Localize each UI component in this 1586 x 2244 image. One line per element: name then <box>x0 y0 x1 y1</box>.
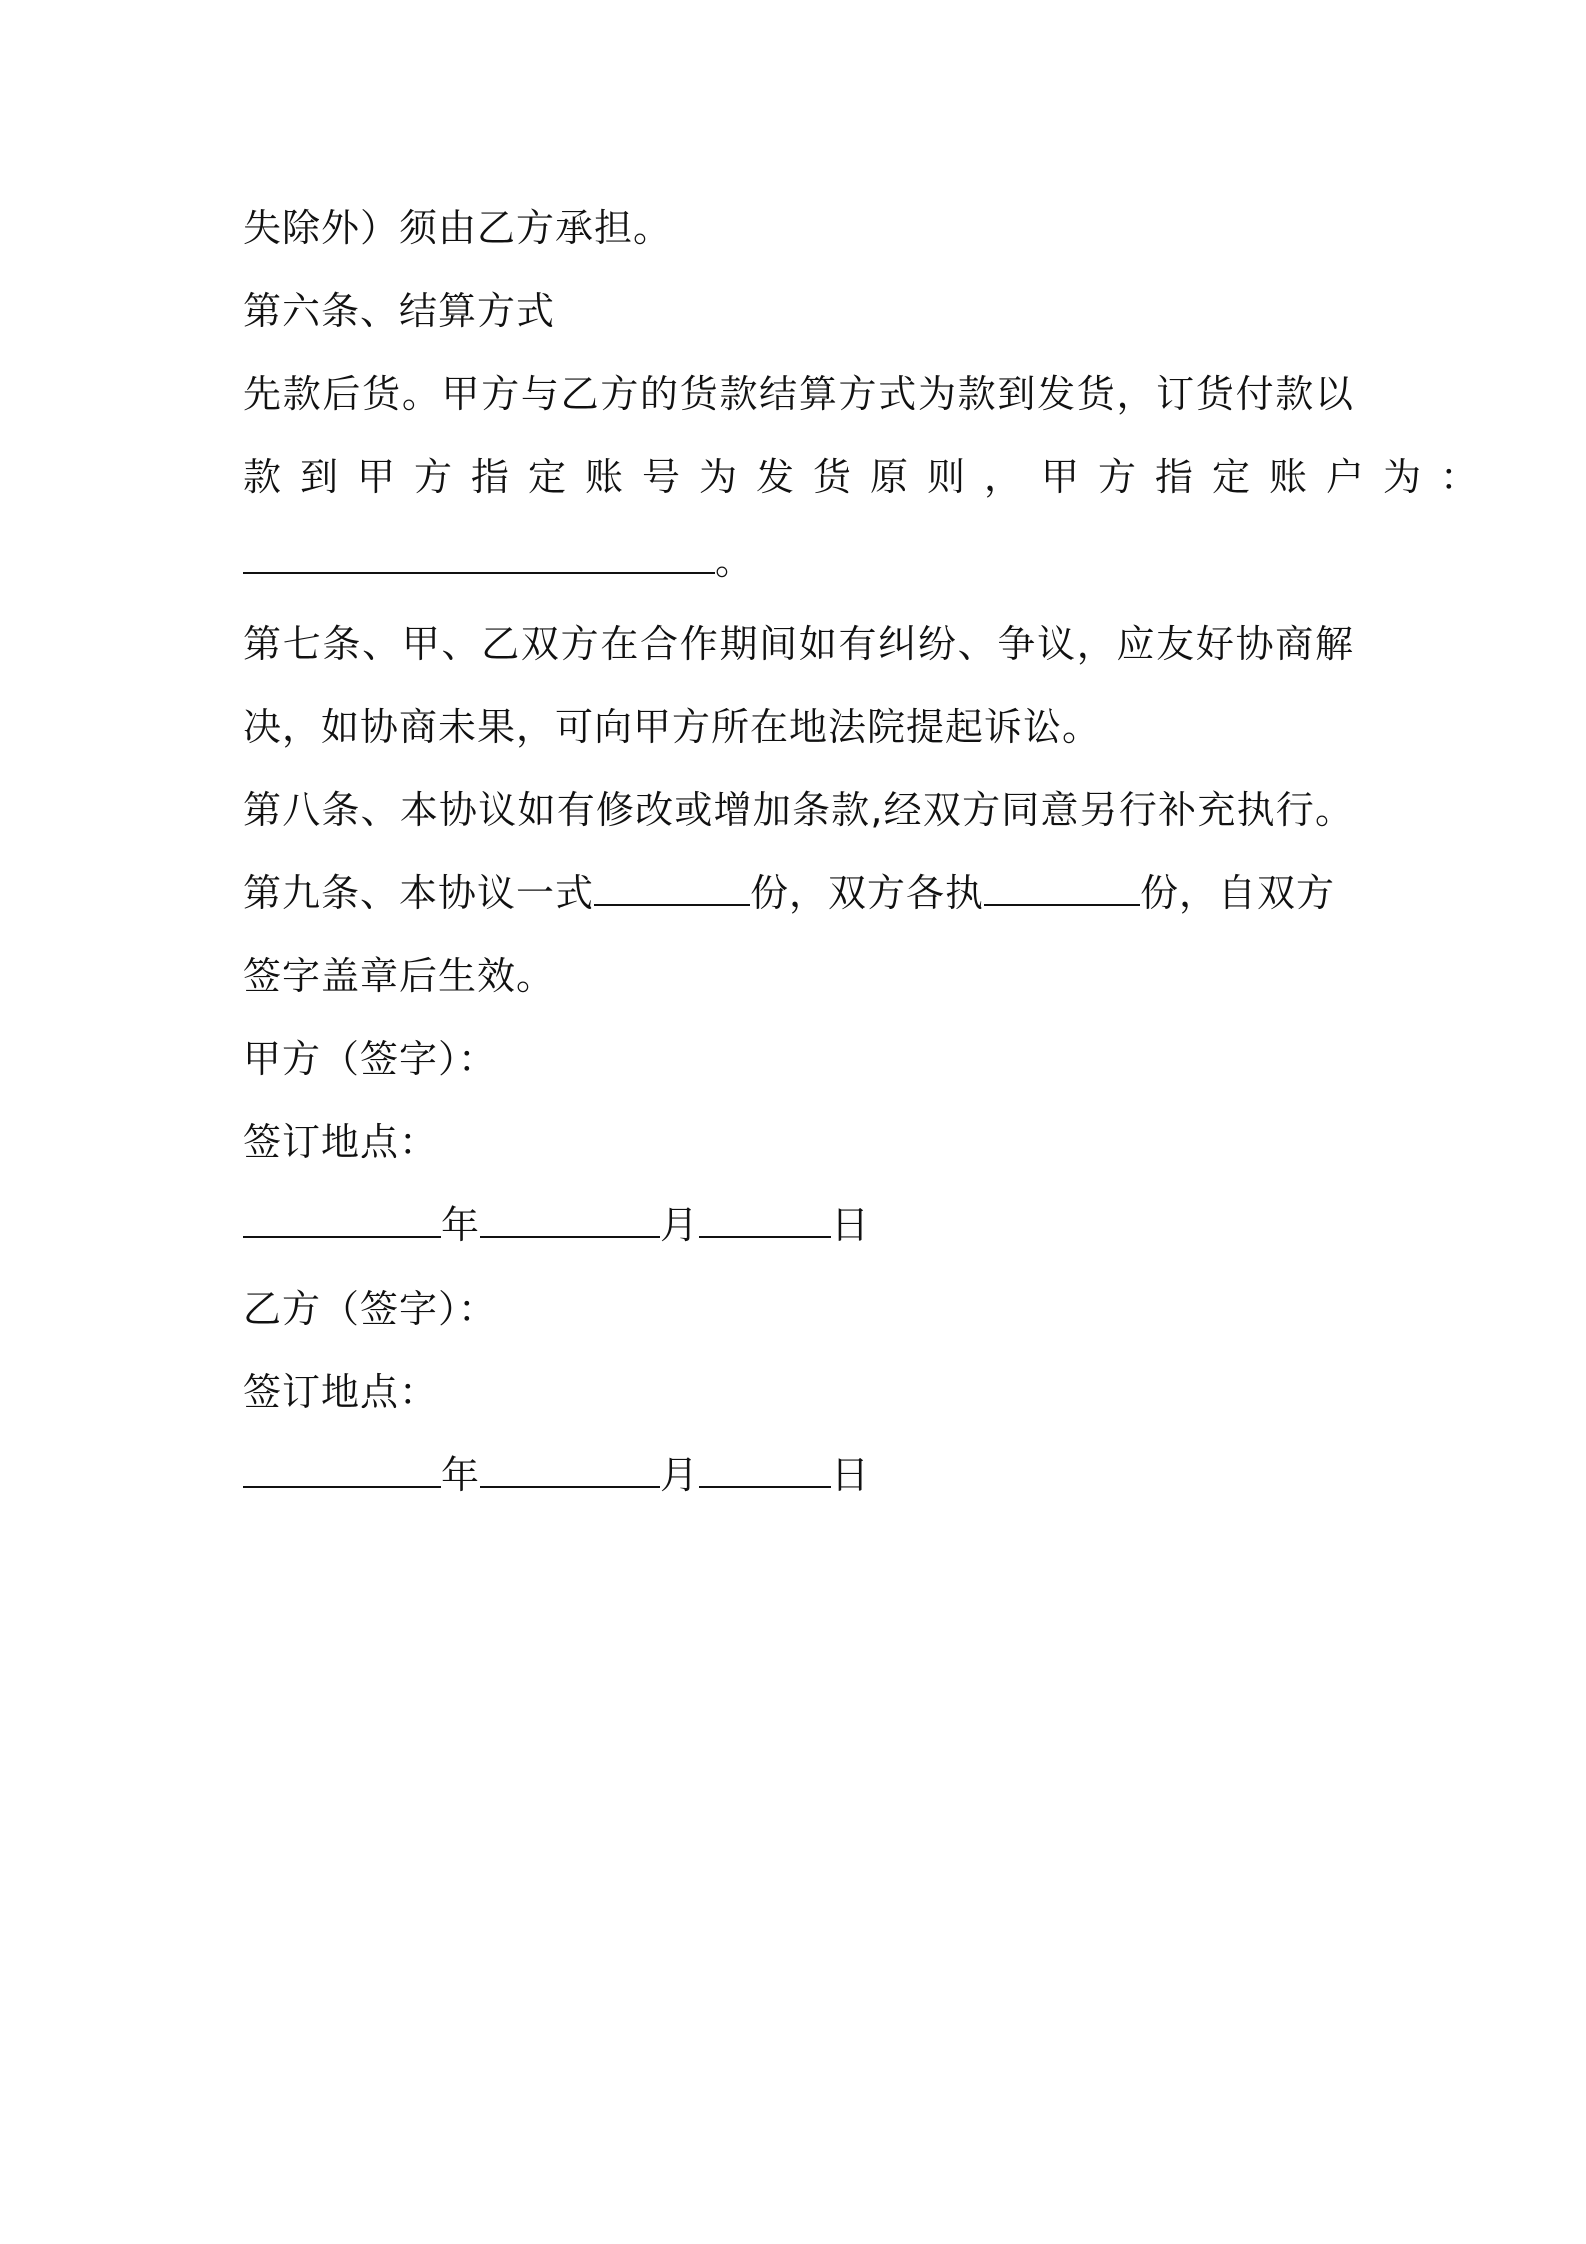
text: 款到甲方指定账号为发货原则，甲方指定账户为： <box>243 455 1498 499</box>
text: 签订地点： <box>243 1120 439 1164</box>
text: 。 <box>715 539 755 583</box>
clause-6-body-line-2 <box>243 452 1498 502</box>
text: 日 <box>831 1453 871 1497</box>
account-blank-line <box>243 536 754 586</box>
year-blank <box>243 1202 441 1238</box>
text: 份，自双方 <box>1140 871 1336 915</box>
text: 失除外）须由乙方承担。 <box>243 206 673 250</box>
text: 先款后货。甲方与乙方的货款结算方式为款到发货，订货付款以 <box>243 372 1353 416</box>
text: 第六条、结算方式 <box>243 289 556 333</box>
text: 月 <box>660 1453 700 1497</box>
year-blank <box>243 1452 441 1488</box>
clause-9-line-2 <box>243 951 555 1001</box>
text: 月 <box>660 1203 700 1247</box>
clause-6-body-line-1 <box>243 369 1353 419</box>
party-b-date-line <box>243 1450 870 1500</box>
party-a-date-line <box>243 1200 870 1250</box>
clause-7-line-2 <box>243 702 1101 752</box>
party-b-place-label <box>243 1367 438 1417</box>
text: 年 <box>441 1453 481 1497</box>
party-a-signature-label <box>243 1034 497 1084</box>
day-blank <box>699 1452 831 1488</box>
copies-each-blank <box>984 870 1140 906</box>
clause-5-continuation <box>243 203 672 253</box>
month-blank <box>480 1452 660 1488</box>
text: 第七条、甲、乙双方在合作期间如有纠纷、争议，应友好协商解 <box>243 622 1353 666</box>
text: 份，双方各执 <box>750 871 985 915</box>
clause-9-line-1 <box>243 868 1335 918</box>
text: 年 <box>441 1203 481 1247</box>
text: 第八条、本协议如有修改或增加条款,经双方同意另行补充执行。 <box>243 788 1353 832</box>
text: 签字盖章后生效。 <box>243 954 556 998</box>
text: 第九条、本协议一式 <box>243 871 595 915</box>
party-b-signature-label <box>243 1284 497 1334</box>
day-blank <box>699 1202 831 1238</box>
text: 决，如协商未果，可向甲方所在地法院提起诉讼。 <box>243 705 1102 749</box>
text: 签订地点： <box>243 1370 439 1414</box>
text: 乙方（签字）： <box>243 1287 498 1331</box>
clause-7-line-1 <box>243 619 1353 669</box>
month-blank <box>480 1202 660 1238</box>
copies-total-blank <box>594 870 750 906</box>
clause-8 <box>243 785 1353 835</box>
account-blank <box>243 538 715 574</box>
clause-6-heading <box>243 286 555 336</box>
text: 甲方（签字）： <box>243 1037 498 1081</box>
text: 日 <box>831 1203 871 1247</box>
party-a-place-label <box>243 1117 438 1167</box>
